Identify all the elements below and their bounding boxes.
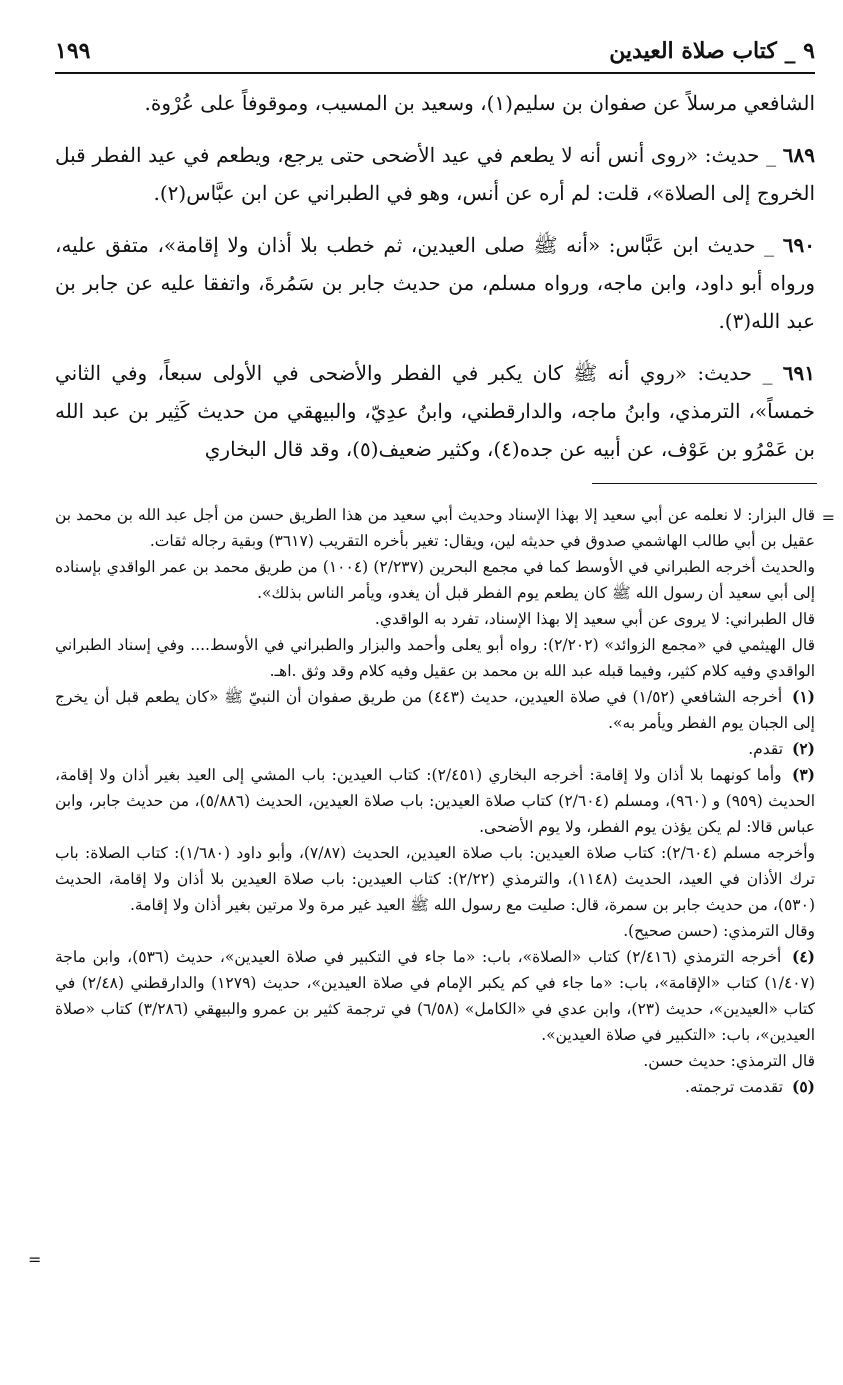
footnotes [55, 502, 815, 1100]
footnote-3-extra: وأخرجه مسلم (٢/٦٠٤): كتاب صلاة العيدين: باب صلاة العيدين، الحديث (٧/٨٧)، وأبو داود (١/٦٨٠): كتاب الصلاة: باب ترك الأذان في العيد، الحديث (١١٤٨)، والترمذي (٢/٢٢): كتاب العيدين: باب صلاة العيدين بلا أذان ولا إقامة، الحديث (٥٣٠)، من حديث جابر بن سمرة، قال: صليت مع رسول الله ﷺ العيد غير مرة ولا مرتين بغير أذان ولا إقامة. [55, 844, 816, 914]
footnote-number: (٤) [791, 947, 815, 966]
footnote-5 [55, 1074, 815, 1100]
paragraph-continuation [55, 84, 815, 122]
footnote-1 [55, 684, 815, 736]
footnote-continued-b: والحديث أخرجه الطبراني في الأوسط كما في مجمع البحرين (٢/٢٣٧) (١٠٠٤) من طريق محمد بن عمر الواقدي بإسناده إلى أبي سعيد أن رسول الله ﷺ كان يطعم يوم الفطر قبل أن يغدو، ويأمر الناس بذلك». [55, 558, 816, 602]
footnote-4 [55, 944, 815, 1048]
page-header [55, 36, 815, 70]
footnote-continues-mark: = [28, 1250, 42, 1269]
footnote-3-grading: وقال الترمذي: (حسن صحيح). [623, 922, 815, 940]
hadith-689 [55, 136, 815, 212]
hadith-number: ٦٨٩ [782, 143, 815, 167]
footnote-text: أخرجه الترمذي (٢/٤١٦) كتاب «الصلاة»، باب: «ما جاء في التكبير في صلاة العيدين»، حديث (٥٣٦)، وابن ماجة (١/٤٠٧) كتاب «الإقامة»، باب: «ما جاء في كم يكبر الإمام في صلاة العيدين»، حديث (١٢٧٩) والدارقطني (٢/٤٨) في كتاب «العيدين»، حديث (٢٣)، وابن عدي في «الكامل» (٦/٥٨) في ترجمة كثير بن عمرو والبيهقي (٣/٢٨٦) كتاب «صلاة العيدين»، باب: «التكبير في صلاة العيدين». [55, 948, 815, 1044]
footnote-continuation-mark: = [821, 508, 835, 527]
hadith-text: _ حديث ابن عَبَّاس: «أنه ﷺ صلى العيدين، ثم خطب بلا أذان ولا إقامة»، متفق عليه، ورواه أبو داود، وابن ماجه، ورواه مسلم، من حديث جابر بن سَمُرةَ، واتفقا عليه عن جابر بن عبد الله(٣). [55, 233, 815, 333]
footnote-continued-a: قال البزار: لا نعلمه عن أبي سعيد إلا بهذا الإسناد وحديث أبي سعيد من هذا الطريق حسن من أجل عبد الله بن محمد بن عقيل بن أبي طالب الهاشمي صدوق في حديثه لين، ويقال: تغير بأخره التقريب (٣٦١٧) وبقية رجاله ثقات. [55, 506, 815, 550]
footnote-text: وأما كونهما بلا أذان ولا إقامة: أخرجه البخاري (٢/٤٥١): كتاب العيدين: باب المشي إلى العيد بغير أذان ولا إقامة، الحديث (٩٥٩) و (٩٦٠)، ومسلم (٢/٦٠٤) كتاب صلاة العيدين: باب صلاة العيدين، الحديث (٥/٨٨٦)، من حديث جابر، وابن عباس قالا: لم يكن يؤذن يوم الفطر، ولا يوم الأضحى. [55, 766, 816, 836]
running-title: ٩ _ كتاب صلاة العيدين [609, 38, 815, 64]
paragraph-text: الشافعي مرسلاً عن صفوان بن سليم(١)، وسعيد بن المسيب، وموقوفاً على عُرْوة. [144, 91, 815, 115]
footnote-number: (٥) [791, 1077, 815, 1096]
hadith-690 [55, 226, 815, 340]
footnote-text: تقدم. [748, 740, 784, 758]
main-text [55, 84, 815, 482]
footnote-2 [55, 736, 815, 762]
footnote-separator [592, 483, 817, 484]
footnote-text: تقدمت ترجمته. [684, 1078, 784, 1096]
hadith-number: ٦٩٠ [782, 233, 816, 257]
footnote-continued-c: قال الطبراني: لا يروى عن أبي سعيد إلا بهذا الإسناد، تفرد به الواقدي. [374, 610, 815, 628]
footnote-number: (١) [791, 687, 815, 706]
hadith-691 [55, 354, 815, 468]
footnote-4-grading: قال الترمذي: حديث حسن. [643, 1052, 815, 1070]
page-number: ١٩٩ [55, 38, 91, 64]
hadith-text: _ حديث: «روي أنه ﷺ كان يكبر في الفطر والأضحى في الأولى سبعاً، وفي الثاني خمساً»، الترمذي، وابنُ ماجه، والدارقطني، وابنُ عدِيّ، والبيهقي من حديث كَثِير بن عبد الله بن عَمْرُو بن عَوْف، عن أبيه عن جده(٤)، وكثير ضعيف(٥)، وقد قال البخاري [55, 361, 815, 461]
footnote-text: أخرجه الشافعي (١/٥٢) في صلاة العيدين، حديث (٤٤٣) من طريق صفوان أن النبيّ ﷺ «كان يطعم قبل أن يخرج إلى الجبان يوم الفطر ويأمر به». [55, 688, 815, 732]
hadith-text: _ حديث: «روى أنس أنه لا يطعم في عيد الأضحى حتى يرجع، ويطعم في عيد الفطر قبل الخروج إلى الصلاة»، قلت: لم أره عن أنس، وهو في الطبراني عن ابن عبَّاس(٢). [55, 143, 815, 205]
header-rule [55, 72, 815, 74]
footnote-number: (٢) [791, 739, 815, 758]
footnote-continued-d: قال الهيثمي في «مجمع الزوائد» (٢/٢٠٢): رواه أبو يعلى وأحمد والبزار والطبراني في الأوسط.... وفي إسناد الطبراني الواقدي وفيه كلام كثير، وفيما قبله عبد الله بن محمد بن عقيل وفيه كلام وقد وثق .اهـ. [55, 636, 815, 680]
footnote-number: (٣) [791, 765, 815, 784]
footnote-3 [55, 762, 815, 840]
hadith-number: ٦٩١ [782, 361, 816, 385]
